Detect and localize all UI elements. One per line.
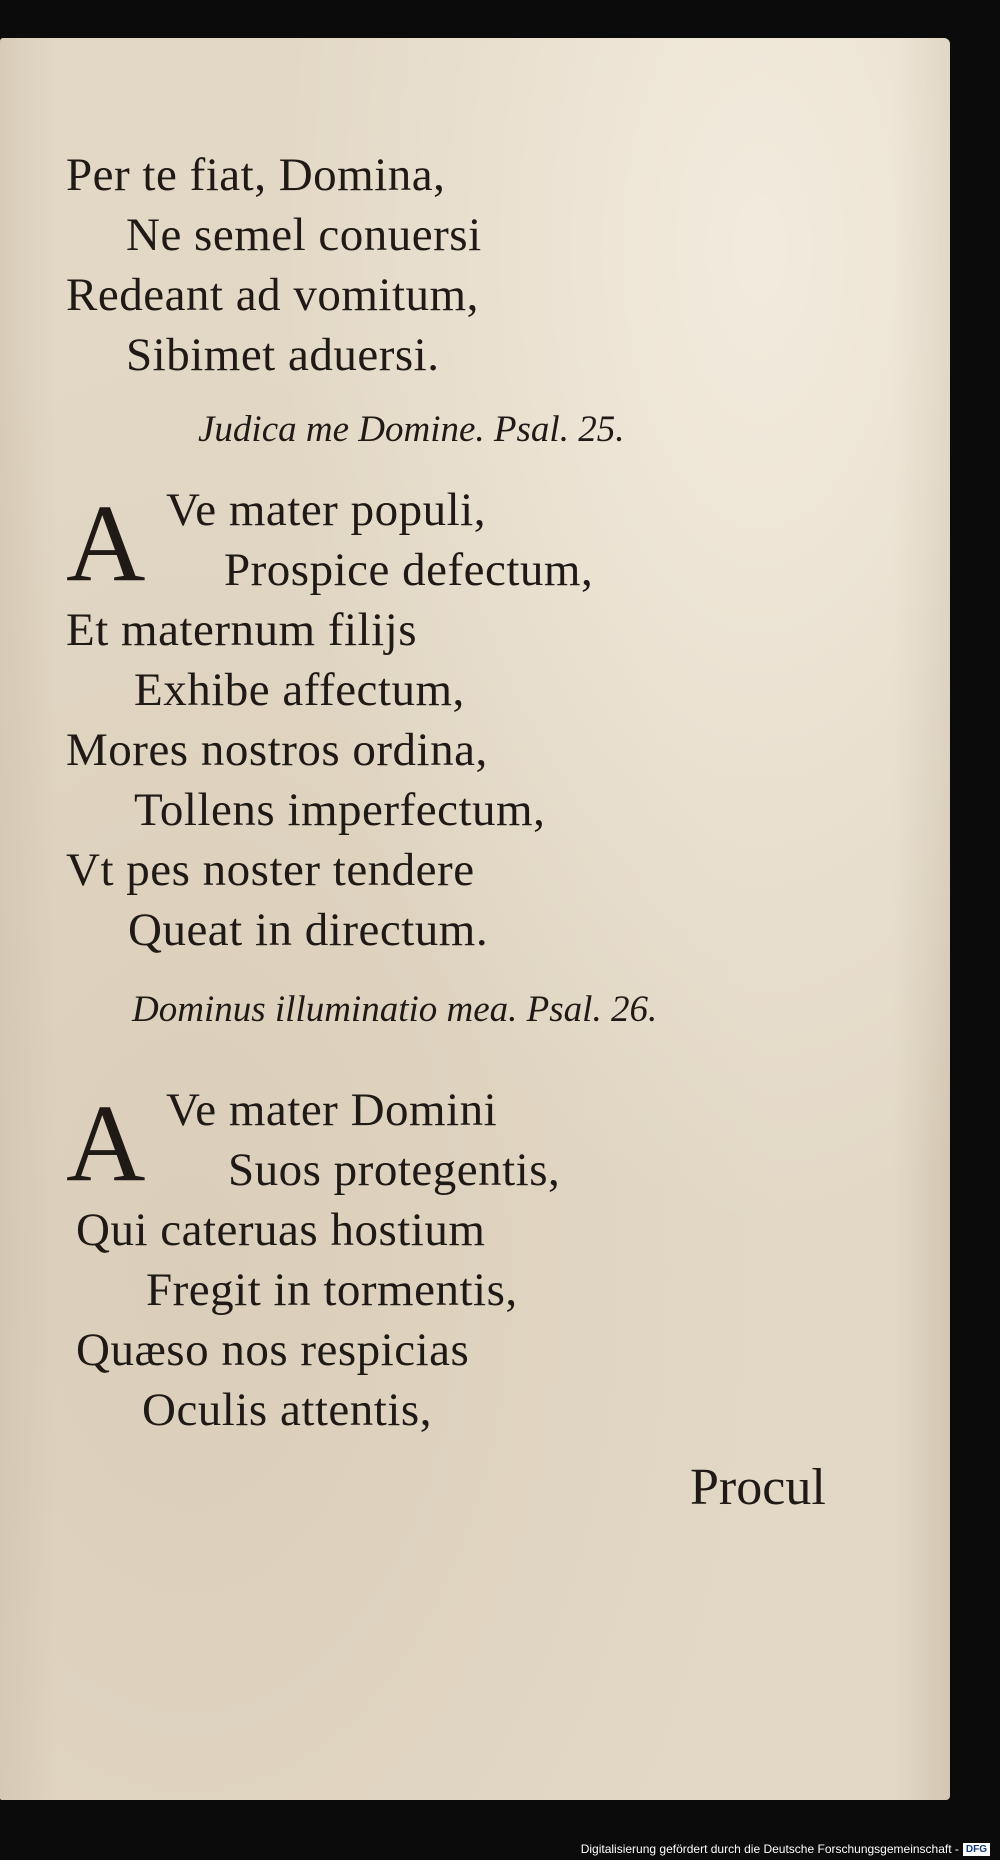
- verse-line: Ne semel conuersi: [126, 209, 482, 261]
- verse-line: Qui cateruas hostium: [76, 1204, 486, 1256]
- digitization-credit: [581, 1842, 990, 1856]
- verse-line: Queat in directum.: [128, 904, 489, 956]
- verse-line: Quæso nos respicias: [76, 1324, 470, 1376]
- verse-line: Suos protegentis,: [228, 1144, 561, 1196]
- psalm-heading: Judica me Domine. Psal. 25.: [198, 409, 625, 450]
- drop-capital: A: [66, 1082, 146, 1204]
- verse-line: Ve mater Domini: [166, 1084, 498, 1136]
- verse-line: Exhibe affectum,: [134, 664, 465, 716]
- verse-line: Et maternum filijs: [66, 604, 417, 656]
- catchword: Procul: [690, 1459, 826, 1516]
- verse-line: Fregit in tormentis,: [146, 1264, 518, 1316]
- dfg-logo: DFG: [963, 1843, 990, 1856]
- verse-line: Mores nostros ordina,: [66, 724, 488, 776]
- verse-line: Sibimet aduersi.: [126, 329, 440, 381]
- verse-line: Redeant ad vomitum,: [66, 269, 479, 321]
- verse-line: Tollens imperfectum,: [134, 784, 546, 836]
- page-text: [0, 38, 950, 1800]
- verse-line: Prospice defectum,: [224, 544, 594, 596]
- book-page: [0, 38, 950, 1800]
- verse-line: Oculis attentis,: [142, 1384, 432, 1436]
- verse-line: Ve mater populi,: [166, 484, 486, 536]
- credit-text: Digitalisierung gefördert durch die Deutsche Forschungsgemeinschaft -: [580, 1842, 959, 1856]
- verse-line: Vt pes noster tendere: [66, 844, 475, 896]
- drop-capital: A: [66, 482, 146, 604]
- psalm-heading: Dominus illuminatio mea. Psal. 26.: [132, 989, 658, 1030]
- verse-line: Per te fiat, Domina,: [66, 149, 446, 201]
